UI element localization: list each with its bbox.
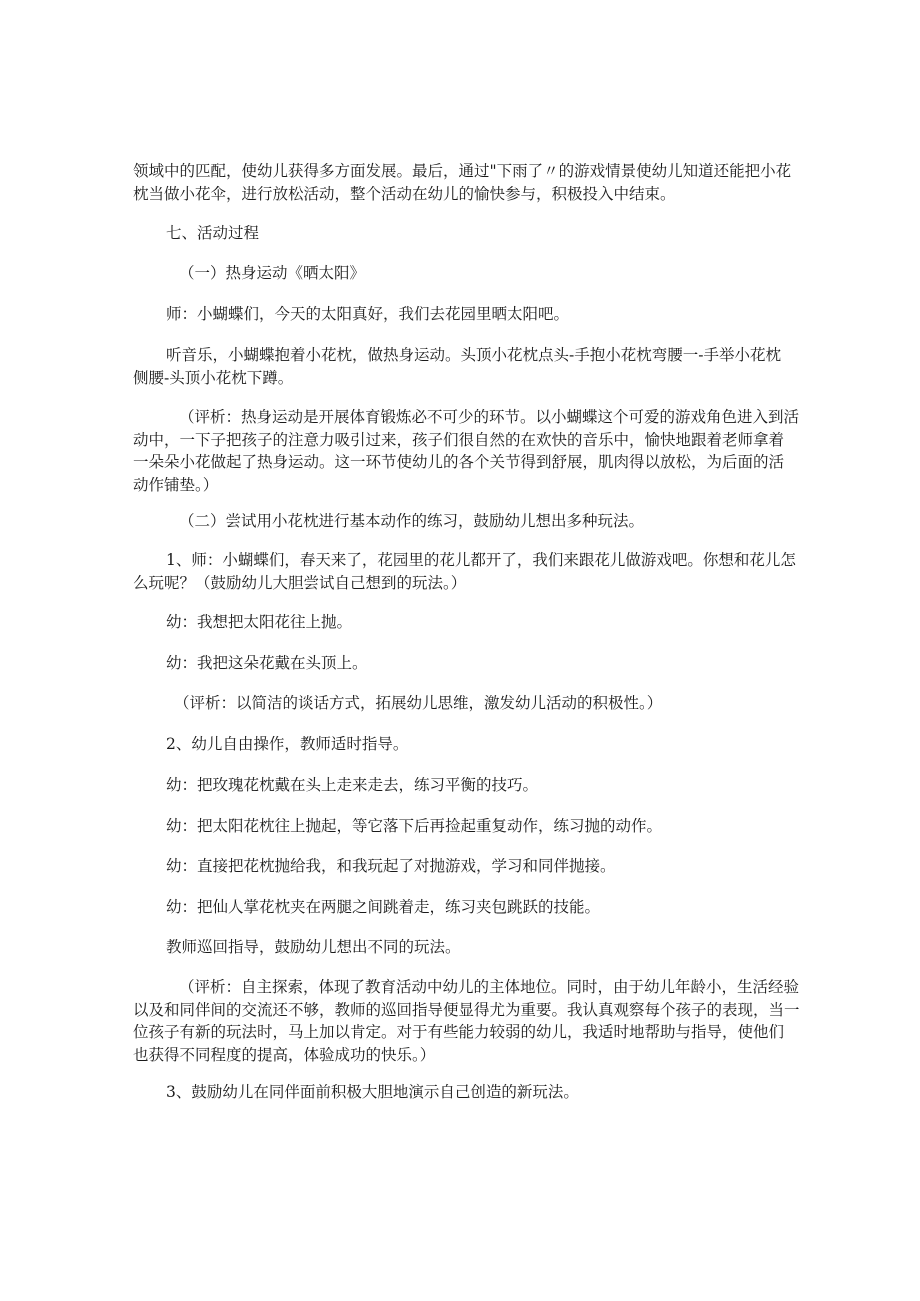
text-line: 听音乐，小蝴蝶抱着小花枕，做热身运动。头顶小花枕点头-手抱小花枕弯腰一-手举小花枕	[166, 346, 781, 364]
text-line: （评析：以简洁的谈话方式，拓展幼儿思维，激发幼儿活动的积极性。）	[174, 694, 663, 712]
text-line: 么玩呢？（鼓励幼儿大胆尝试自己想到的玩法。）	[133, 573, 467, 592]
text-line: 幼：把太阳花枕往上抛起，等它落下后再捡起重复动作，练习抛的动作。	[166, 817, 663, 835]
teacher-line-paragraph	[133, 303, 826, 326]
child-answer-paragraph	[133, 774, 826, 797]
commentary-paragraph	[133, 406, 800, 496]
step-1-paragraph	[133, 549, 796, 594]
section-heading-activity-process	[133, 222, 826, 245]
text-line: 以及和同伴间的交流还不够，教师的巡回指导便显得尤为重要。我认真观察每个孩子的表现，当一	[133, 1000, 800, 1019]
text-line: 领域中的匹配，使幼儿获得多方面发展。最后，通过"下雨了〃的游戏情景使幼儿知道还能把小花	[133, 162, 792, 180]
text-line: 位孩子有新的玩法时，马上加以肯定。对于有些能力较弱的幼儿，我适时地帮助与指导，使他们	[133, 1023, 785, 1041]
text-line: 幼：我把这朵花戴在头顶上。	[166, 654, 368, 672]
child-answer-paragraph	[133, 855, 826, 878]
text-line: 师：小蝴蝶们，今天的太阳真好，我们去花园里晒太阳吧。	[166, 305, 570, 323]
step-2-paragraph	[133, 733, 826, 756]
text-line: 动作铺垫。）	[133, 475, 219, 494]
text-line: 幼：把仙人掌花枕夹在两腿之间跳着走，练习夹包跳跃的技能。	[166, 898, 601, 916]
child-answer-paragraph	[133, 611, 826, 634]
subsection-heading-warmup	[133, 262, 839, 285]
subsection-title: （一）热身运动《晒太阳》	[179, 264, 366, 282]
text-line: 也获得不同程度的提高，体验成功的快乐。）	[133, 1045, 436, 1064]
teacher-guide-paragraph	[133, 936, 826, 959]
text-line: 幼：直接把花枕抛给我，和我玩起了对抛游戏，学习和同伴抛接。	[166, 857, 616, 875]
child-answer-paragraph	[133, 815, 826, 838]
step-3-paragraph	[133, 1081, 826, 1104]
text-line: 幼：把玫瑰花枕戴在头上走来走去，练习平衡的技巧。	[166, 776, 539, 794]
text-line: 3、鼓励幼儿在同伴面前积极大胆地演示自己创造的新玩法。	[166, 1083, 579, 1101]
music-paragraph	[133, 344, 793, 389]
text-line: 一朵朵小花做起了热身运动。这一环节使幼儿的各个关节得到舒展，肌肉得以放松，为后面的活	[133, 453, 785, 471]
subsection-title: （二）尝试用小花枕进行基本动作的练习，鼓励幼儿想出多种玩法。	[179, 512, 645, 530]
text-line: 幼：我想把太阳花往上抛。	[166, 613, 353, 631]
commentary-paragraph	[133, 692, 826, 715]
text-line: 1、师：小蝴蝶们，春天来了，花园里的花儿都开了，我们来跟花儿做游戏吧。你想和花儿怎	[166, 551, 796, 569]
subsection-heading-practice	[133, 510, 839, 533]
section-title: 七、活动过程	[166, 224, 260, 242]
text-line: 教师巡回指导，鼓励幼儿想出不同的玩法。	[166, 938, 461, 956]
intro-paragraph	[133, 160, 793, 205]
text-line: 动中，一下子把孩子的注意力吸引过来，孩子们很自然的在欢快的音乐中，愉快地跟着老师拿着	[133, 430, 785, 449]
text-line: （评析：热身运动是开展体育锻炼必不可少的环节。以小蝴蝶这个可爱的游戏角色进入到活	[179, 408, 800, 426]
child-answer-paragraph	[133, 652, 826, 675]
text-line: 侧腰-头顶小花枕下蹲。	[133, 368, 294, 387]
text-line: 枕当做小花伞，进行放松活动，整个活动在幼儿的愉快参与，积极投入中结束。	[133, 184, 676, 203]
text-line: （评析：自主探索，体现了教育活动中幼儿的主体地位。同时，由于幼儿年龄小，生活经验	[179, 978, 800, 996]
child-answer-paragraph	[133, 896, 826, 919]
commentary-paragraph	[133, 976, 800, 1066]
text-line: 2、幼儿自由操作，教师适时指导。	[166, 735, 409, 753]
